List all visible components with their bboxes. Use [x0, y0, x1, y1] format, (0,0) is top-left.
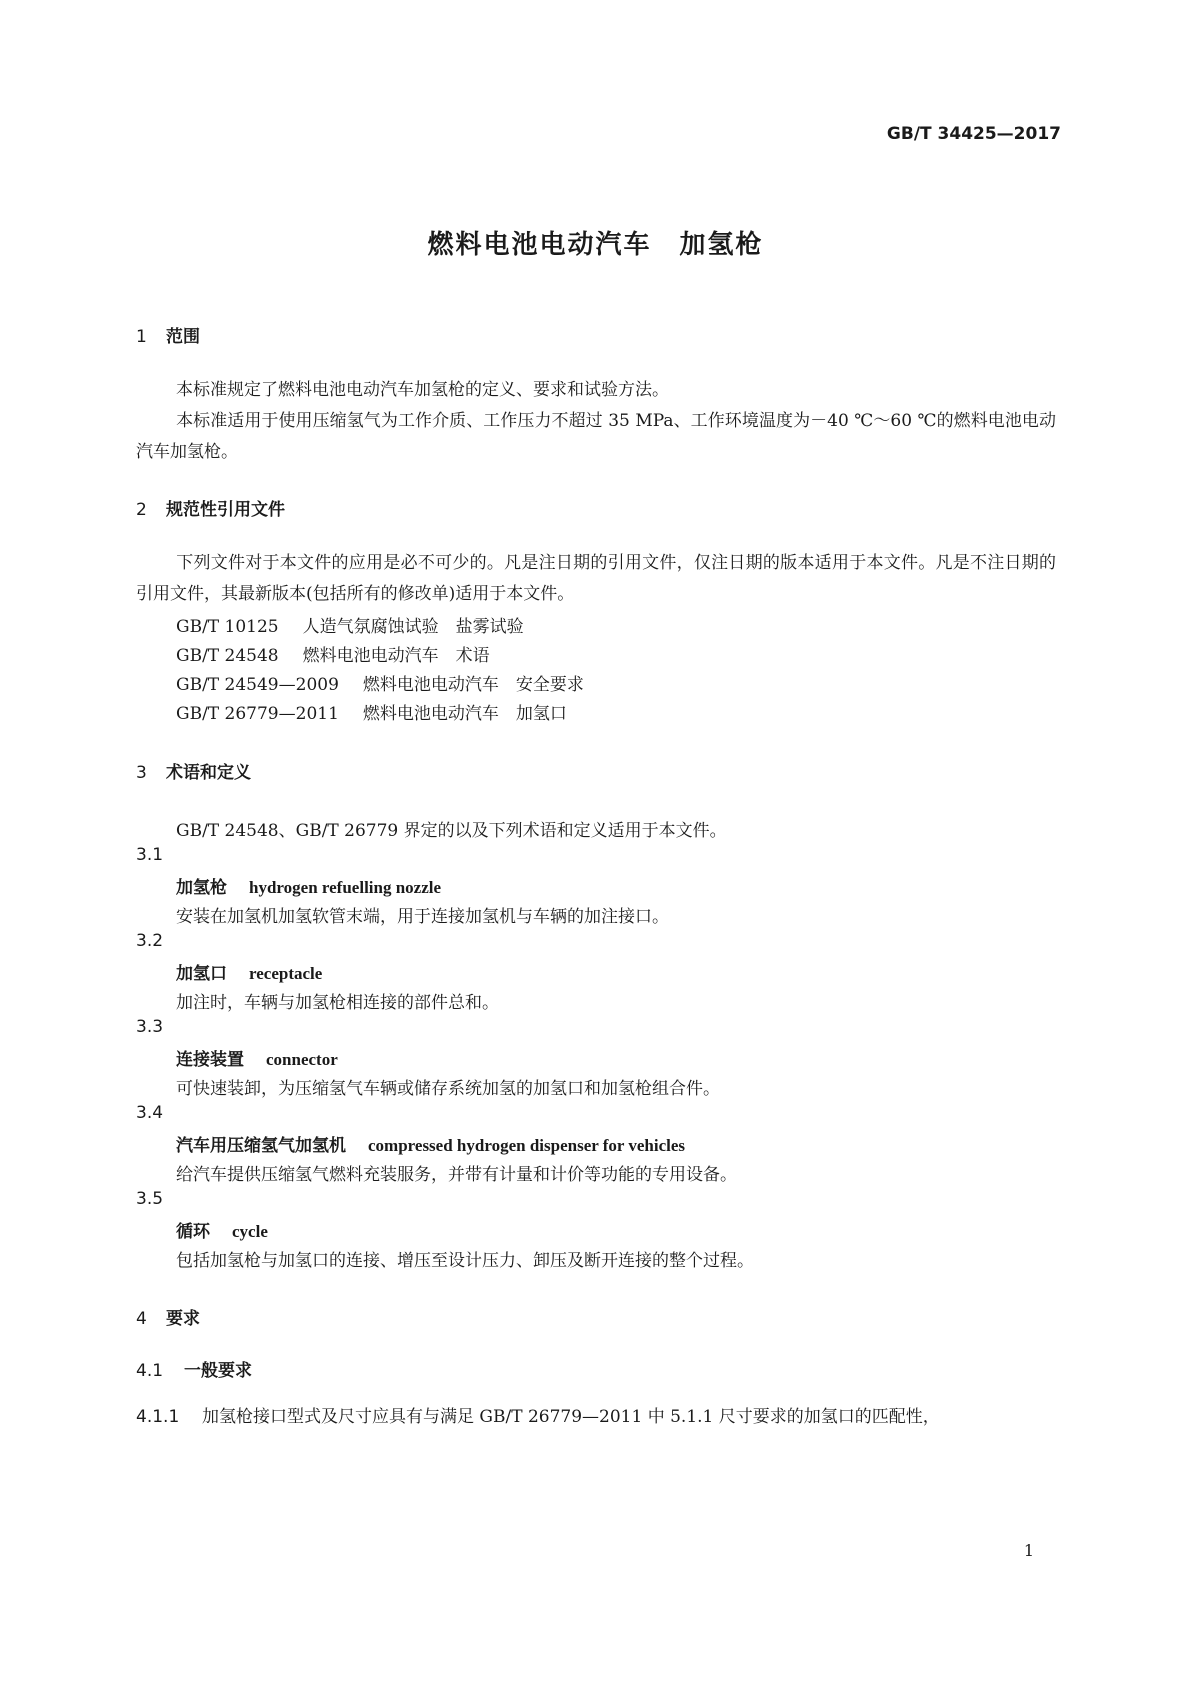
term-zh: 循环: [176, 1222, 210, 1242]
term-number: 3.3: [136, 1017, 164, 1037]
term-zh: 汽车用压缩氢气加氢机: [176, 1136, 346, 1156]
clause-number: 4.1.1: [136, 1407, 180, 1427]
subsection-number: 4.1: [136, 1361, 164, 1381]
term-definition: 安装在加氢机加氢软管末端，用于连接加氢机与车辆的加注接口。: [176, 907, 669, 927]
term-name: [176, 1131, 685, 1156]
section-title: 规范性引用文件: [166, 500, 285, 520]
section-title: 范围: [166, 327, 200, 347]
section-title: 要求: [166, 1309, 200, 1329]
term-number: 3.2: [136, 931, 164, 951]
term-en: receptacle: [249, 964, 323, 983]
term-name: [176, 1045, 338, 1070]
reference-code: GB/T 10125: [176, 617, 279, 637]
reference-code: GB/T 24549—2009: [176, 675, 339, 695]
document-title: 燃料电池电动汽车 加氢枪: [427, 230, 764, 260]
term-zh: 加氢口: [176, 964, 227, 984]
term-zh: 加氢枪: [176, 878, 227, 898]
term-definition: 包括加氢枪与加氢口的连接、增压至设计压力、卸压及断开连接的整个过程。: [176, 1251, 754, 1271]
section-number: 3: [136, 763, 147, 783]
term-en: compressed hydrogen dispenser for vehicles: [368, 1136, 686, 1155]
reference-item: [176, 612, 524, 637]
term-en: cycle: [232, 1222, 268, 1241]
clause-text: 加氢枪接口型式及尺寸应具有与满足 GB/T 26779—2011 中 5.1.1 尺寸要求的加氢口的匹配性，: [202, 1407, 940, 1427]
clause-4-1-1: [136, 1402, 940, 1427]
reference-title: 燃料电池电动汽车 安全要求: [362, 675, 584, 695]
section-number: 1: [136, 327, 147, 347]
paragraph: 下列文件对于本文件的应用是必不可少的。凡是注日期的引用文件，仅注日期的版本适用于本文件。凡是不注日期的引用文件，其最新版本(包括所有的修改单)适用于本文件。: [136, 553, 1056, 604]
section-title: 术语和定义: [166, 763, 251, 783]
reference-item: [176, 641, 490, 666]
term-number: 3.1: [136, 845, 164, 865]
section-2-body: [136, 548, 1056, 610]
reference-title: 燃料电池电动汽车 加氢口: [362, 704, 567, 724]
section-1-body: [136, 375, 1056, 468]
term-en: hydrogen refuelling nozzle: [249, 878, 442, 897]
term-definition: 可快速装卸，为压缩氢气车辆或储存系统加氢的加氢口和加氢枪组合件。: [176, 1079, 720, 1099]
section-4-heading: [136, 1304, 200, 1329]
term-number: 3.4: [136, 1103, 164, 1123]
paragraph: 本标准适用于使用压缩氢气为工作介质、工作压力不超过 35 MPa、工作环境温度为－40 ℃～60 ℃的燃料电池电动汽车加氢枪。: [136, 411, 1056, 462]
subsection-title: 一般要求: [184, 1361, 252, 1381]
term-definition: 给汽车提供压缩氢气燃料充装服务，并带有计量和计价等功能的专用设备。: [176, 1165, 737, 1185]
section-number: 2: [136, 500, 147, 520]
section-3-heading: [136, 758, 251, 783]
section-1-heading: [136, 322, 200, 347]
paragraph: 本标准规定了燃料电池电动汽车加氢枪的定义、要求和试验方法。: [176, 380, 669, 400]
terms-intro: GB/T 24548、GB/T 26779 界定的以及下列术语和定义适用于本文件。: [176, 821, 727, 841]
section-number: 4: [136, 1309, 147, 1329]
term-en: connector: [266, 1050, 338, 1069]
reference-title: 人造气氛腐蚀试验 盐雾试验: [302, 617, 524, 637]
term-name: [176, 873, 441, 898]
term-definition: 加注时，车辆与加氢枪相连接的部件总和。: [176, 993, 499, 1013]
reference-title: 燃料电池电动汽车 术语: [302, 646, 490, 666]
reference-code: GB/T 26779—2011: [176, 704, 339, 724]
page-number: 1: [1023, 1541, 1034, 1560]
term-name: [176, 959, 322, 984]
subsection-heading: [136, 1356, 252, 1381]
section-2-heading: [136, 495, 285, 520]
reference-item: [176, 699, 567, 724]
reference-code: GB/T 24548: [176, 646, 279, 666]
term-number: 3.5: [136, 1189, 164, 1209]
document-code: GB/T 34425—2017: [886, 124, 1061, 144]
term-zh: 连接装置: [176, 1050, 244, 1070]
term-name: [176, 1217, 268, 1242]
reference-item: [176, 670, 584, 695]
